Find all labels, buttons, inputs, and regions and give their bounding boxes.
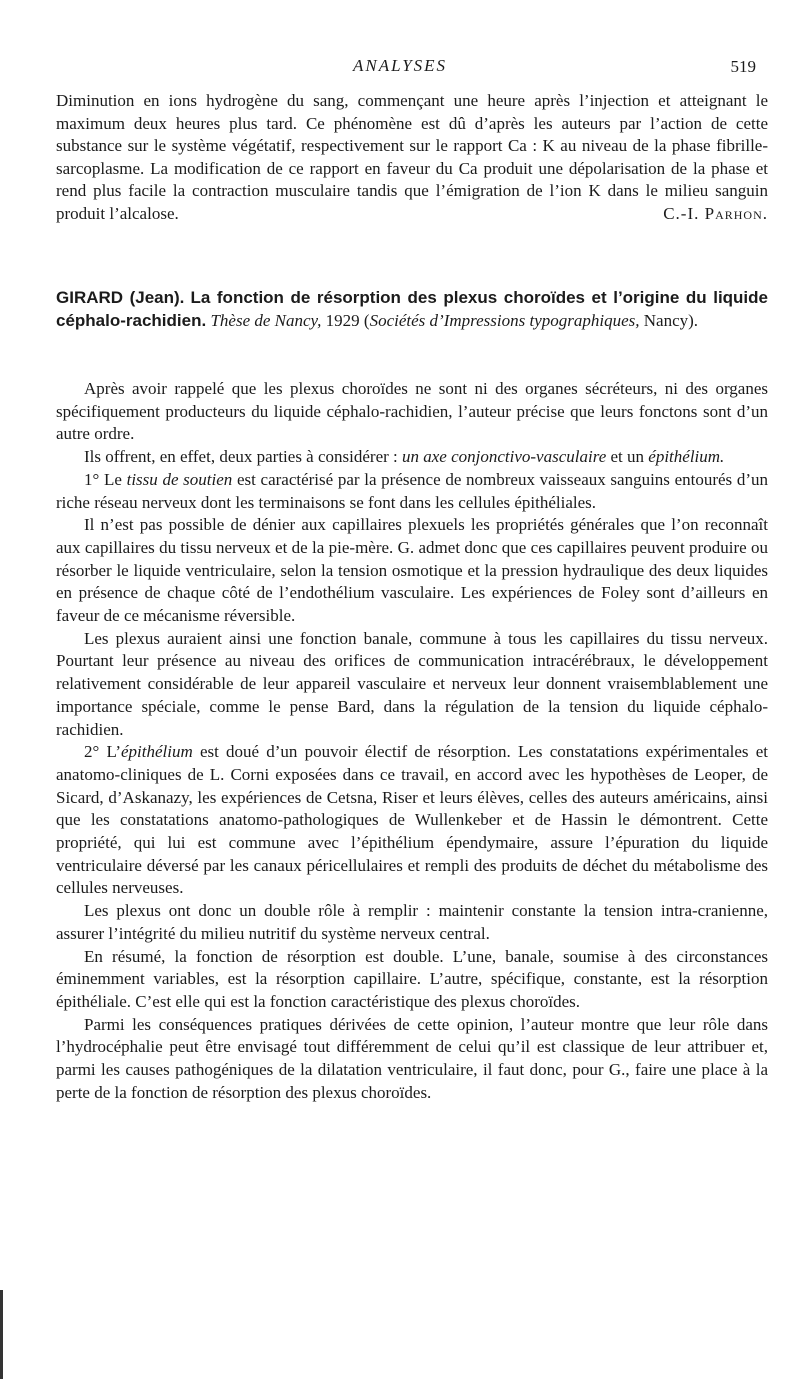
paragraph-3: 1° Le tissu de soutien est caractérisé par la présence de nombreux vaisseaux sanguins entourés d’un riche réseau nerveux dont les terminaisons se font dans les cellules épithéliales. [56,469,769,512]
entry-year: 1929 [325,310,360,330]
paragraph-9: Parmi les conséquences pratiques dérivées de cette opinion, l’auteur montre que leur rôle dans l’hydrocéphalie peut être envisagé tout différemment de celui qu’il est classique de leur attribuer et, parmi les causes pathogéniques de la dilatation ventriculaire, il faut donc, pour G., faire une place à la perte de la fonction de résorption des plexus choroïdes. [56,1014,768,1102]
paragraph-4: Il n’est pas possible de dénier aux capillaires plexuels les propriétés générales que l’on reconnaît aux capillaires du tissu nerveux et de la pie-mère. G. admet donc que ces capillaires peuvent produire ou résorber le liquide ventriculaire, selon la tension osmotique et la pression hydraulique des deux liquides en présence de chaque côté de l’endothélium vasculaire. Les expériences de Foley sont d’ailleurs en faveur de ce mécanisme réversible. [56,515,768,626]
previous-review-text: Diminution en ions hydrogène du sang, commençant une heure après l’injection et atteignant le maximum deux heures plus tard. Ce phénomène est dû d’après les auteurs par l’action de cette substance sur le système végétatif, respectivement sur le rapport Ca : K au niveau de la phase fibrille-sarcoplasme. La modification de ce rapport en faveur du Ca produit une dépolarisation de la phase et rend plus facile la contraction musculaire tandis que l’émigration de l’ion K dans le milieu sanguin produit l’alcalose. C.-I. Parhon. [56,90,768,226]
entry-city: Nancy). [643,310,699,330]
paragraph-8: En résumé, la fonction de résorption est double. L’une, banale, soumise à des circonstances éminemment variables, est la résorption capillaire. L’autre, spécifique, constante, est la résorption épithéliale. C’est elle qui est la fonction caractéristique des plexus choroïdes. [56,946,768,1011]
paragraph-1: Après avoir rappelé que les plexus choroïdes ne sont ni des organes sécréteurs, ni des organes spécifiquement producteurs du liquide céphalo-rachidien, l’auteur précise que leurs fonctons sont d’un autre ordre. [56,379,768,444]
previous-review [56,90,768,226]
paragraph-6: 2° L’épithélium est doué d’un pouvoir électif de résorption. Les constatations expérimentales et anatomo-cliniques de L. Corni exposées dans ce travail, en accord avec les hypothèses de Leoper, de Sicard, d’Askanazy, les expériences de Cetsna, Riser et leurs élèves, celles des auteurs américains, ainsi que les constatations anatomo-pathologiques de Wullenkeber et de Hassin le démontrent. Cette propriété, qui lui est commune avec l’épithélium épendymaire, assure l’épuration du liquide ventriculaire déversé par les canaux péricellulaires et rempli des produits de déchet du métabolisme des cellules nerveuses. [56,742,769,898]
entry-author: GIRARD (Jean). [56,288,185,307]
paragraph-5: Les plexus auraient ainsi une fonction banale, commune à tous les capillaires du tissu nerveux. Pourtant leur présence au niveau des orifices de communication intracérébraux, le développement relativement considérable de leur appareil vasculaire et nerveux leur donnent vraisemblablement une importance spéciale, comme le pense Bard, dans la régulation de la tension du liquide céphalo-rachidien. [56,628,768,739]
binding-edge-shadow [0,1290,3,1379]
entry-publisher: Sociétés d’Impressions typographiques, [369,310,640,330]
page-number: 519 [730,57,756,76]
running-head: ANALYSES [352,56,448,75]
paragraph-2: Ils offrent, en effet, deux parties à considérer : un axe conjonctivo-vasculaire et un épithélium. [84,447,725,467]
entry-title: La fonction de résorption des plexus choroïdes et l’origine du liquide céphalo-rachidien. [56,288,768,330]
paragraph-7: Les plexus ont donc un double rôle à remplir : maintenir constante la tension intra-cranienne, assurer l’intégrité du milieu nutritif du système nerveux central. [56,901,768,943]
review-signature: C.-I. Parhon. [663,203,768,223]
bibliographic-entry: GIRARD (Jean). La fonction de résorption des plexus choroïdes et l’origine du liquide céphalo-rachidien. Thèse de Nancy, 1929 (Sociétés d’Impressions typographiques, Nancy). [56,288,768,330]
entry-source: Thèse de Nancy, [210,310,322,330]
review-body [56,378,768,1105]
